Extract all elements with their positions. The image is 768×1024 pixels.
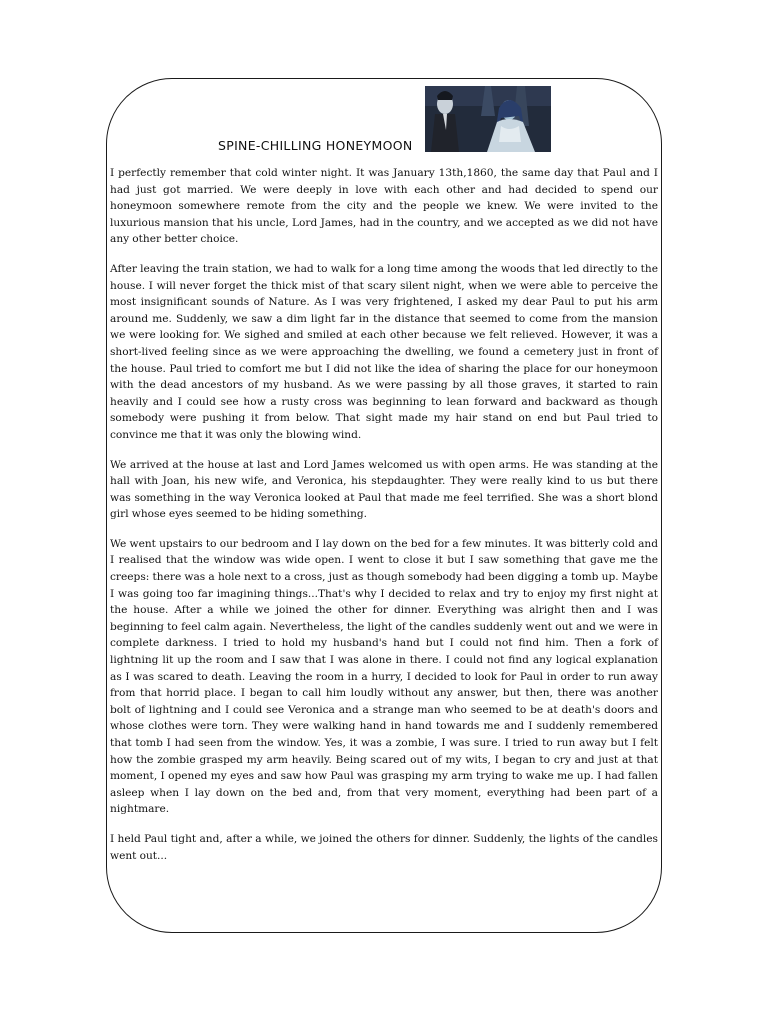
- story-title: SPINE-CHILLING HONEYMOON: [218, 138, 413, 153]
- illustration-icon: [425, 86, 551, 152]
- story-body: [110, 165, 658, 877]
- paragraph-1: I perfectly remember that cold winter night. It was January 13th,1860, the same day that Paul and I had just got married. We were deeply in love with each other and had decided to spend our honeymoon somewhere remote from the city and the people we knew. We were invited to the luxurious mansion that his uncle, Lord James, had in the country, and we accepted as we did not have any other better choice.: [110, 167, 658, 246]
- paragraph-3: We arrived at the house at last and Lord James welcomed us with open arms. He was standing at the hall with Joan, his new wife, and Veronica, his stepdaughter. They were really kind to us but there was something in the way Veronica looked at Paul that made me feel terrified. She was a short blond girl whose eyes seemed to be hiding something.: [110, 458, 658, 521]
- paragraph-2: After leaving the train station, we had to walk for a long time among the woods that led directly to the house. I will never forget the thick mist of that scary silent night, when we were able to perceive the most insignificant sounds of Nature. As I was very frightened, I asked my dear Paul to put his arm around me. Suddenly, we saw a dim light far in the distance that seemed to come from the mansion we were looking for. We sighed and smiled at each other because we felt relieved. However, it was a short-lived feeling since as we were approaching the dwelling, we found a cemetery just in front of the house. Paul tried to comfort me but I did not like the idea of sharing the place for our honeymoon with the dead ancestors of my husband. As we were passing by all those graves, it started to rain heavily and I could see how a rusty cross was beginning to lean forward and backward as though somebody were pushing it from below. That sight made my hair stand on end but Paul tried to convince me that it was only the blowing wind.: [110, 262, 658, 441]
- paragraph-4: We went upstairs to our bedroom and I lay down on the bed for a few minutes. It was bitterly cold and I realised that the window was wide open. I went to close it but I saw something that gave me the creeps: there was a hole next to a cross, just as though somebody had been digging a tomb up. Maybe I was going too far imagining things...That's why I decided to relax and try to enjoy my first night at the house. After a while we joined the other for dinner. Everything was alright then and I was beginning to feel calm again. Nevertheless, the light of the candles suddenly went out and we were in complete darkness. I tried to hold my husband's hand but I could not find him. Then a fork of lightning lit up the room and I saw that I was alone in there. I could not find any logical explanation as I was scared to death. Leaving the room in a hurry, I decided to look for Paul in order to run away from that horrid place. I began to call him loudly without any answer, but then, there was another bolt of lightning and I could see Veronica and a strange man who seemed to be at death's doors and whose clothes were torn. They were walking hand in hand towards me and I suddenly remembered that tomb I had seen from the window. Yes, it was a zombie, I was sure. I tried to run away but I felt how the zombie grasped my arm heavily. Being scared out of my wits, I began to cry and just at that moment, I opened my eyes and saw how Paul was grasping my arm trying to wake me up. I had fallen asleep when I lay down on the bed and, from that very moment, everything had been part of a nightmare.: [110, 537, 658, 816]
- paragraph-5: I held Paul tight and, after a while, we joined the others for dinner. Suddenly, the lights of the candles went out...: [110, 832, 658, 862]
- corpse-bride-image: [425, 86, 551, 152]
